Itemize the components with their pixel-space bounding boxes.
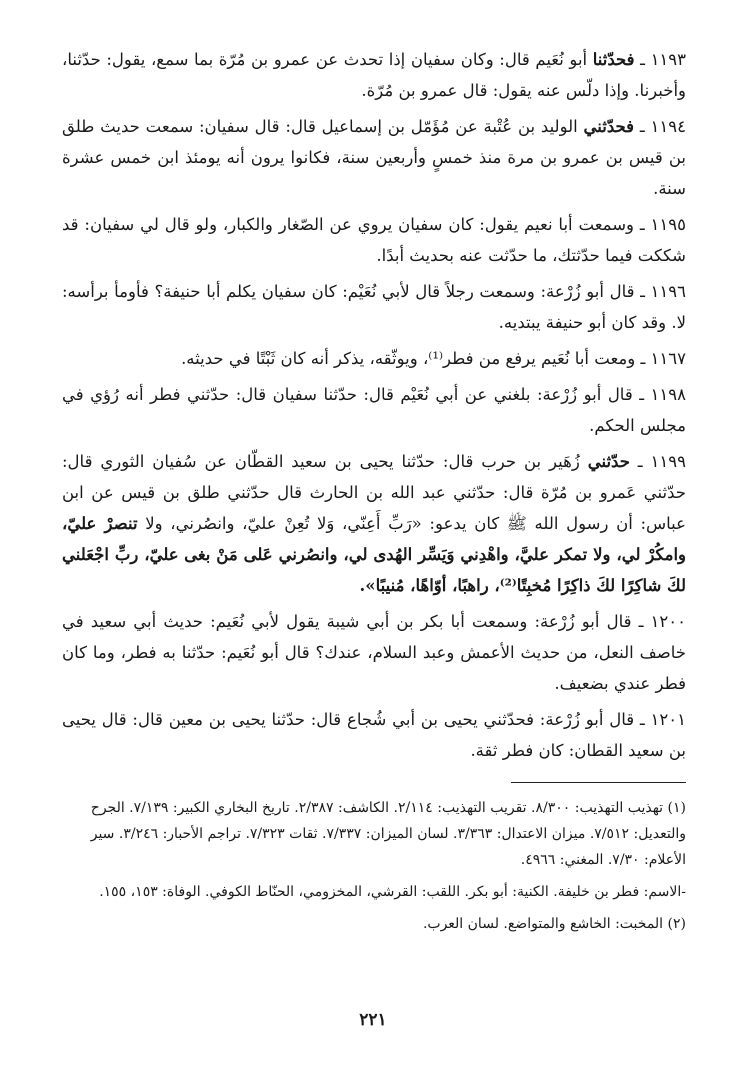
entry-number: ١١٩٤ bbox=[650, 117, 686, 136]
entry-line: خمس عشرة سنة. bbox=[62, 148, 686, 198]
entry-number: ١١٩٦ bbox=[650, 282, 686, 301]
entry-number: ١٢٠٠ bbox=[650, 612, 686, 631]
entry-1196: ١١٩٦ ـ قال أبو زُرْعة: وسمعت رجلاً قال لأبي نُعَيْم: كان سفيان يكلم أبا حنيفة؟ فأومأ برأسه: لا. وقد كان أبو حنيفة يبتديه. bbox=[62, 282, 686, 332]
entry-line: قال أبو زُرْعة: وسمعت أبا بكر بن أبي شيبة يقول لأبي نُعَيم: حديث أبي bbox=[133, 612, 632, 631]
footnote-marker: (١) bbox=[667, 800, 686, 816]
footnote-2 bbox=[62, 911, 686, 937]
entry-line: فأومأ برأسه: لا. وقد كان أبو حنيفة يبتديه. bbox=[62, 282, 686, 332]
footnote-line: ٧/١٣٩. الجرح والتعديل: ٧/٥١٢. ميزان الاعتدال: ٣/٣٦٣. لسان الميزان: ٧/٣٣٧. ثقات bbox=[90, 800, 686, 842]
entry-line: الثوري قال: حدّثني عَمرو بن مُرّة قال: حدّثني عبد الله بن الحارث قال حدّثني طلق بن قيس bbox=[62, 452, 686, 502]
entry-line: وسمعت أبا نعيم يقول: كان سفيان يروي عن الصّغار والكبار، ولو قال لي bbox=[140, 215, 634, 234]
entry-line: رُؤي في مجلس الحكم. bbox=[62, 385, 686, 435]
entry-1201: ١٢٠١ ـ قال أبو زُرْعة: فحدّثني يحيى بن أبي شُجاع قال: حدّثنا يحيى بن معين قال: قال يحيى بن سعيد القطان: كان فطر ثقة. bbox=[62, 710, 686, 760]
entry-1200: ١٢٠٠ ـ قال أبو زُرْعة: وسمعت أبا بكر بن أبي شيبة يقول لأبي نُعَيم: حديث أبي سعيد في خاصف النعل، من حديث الأعمش وعبد السلام، عندك؟ قال أبو نُعَيم: حدّثنا به فطر، وما كان فطر عندي بضعيف. bbox=[62, 612, 686, 693]
entry-1193: ١١٩٣ ـ فحدّثنا أبو نُعَيم قال: وكان سفيان إذا تحدث عن عمرو بن مُرّة بما سمع، يقول: حدّثنا، وأخبرنا. وإذا دلّس عنه يقول: قال عمرو بن مُرّة. bbox=[62, 50, 687, 100]
hadith-text: تنصرْ عليّ، وامكُرْ لي، ولا تمكر عليَّ، واهْدِني وَيَسِّر الهُدى لي، وانصُرني عَلى مَنْ بغى bbox=[62, 514, 687, 564]
footnote-1 bbox=[62, 795, 686, 873]
entry-line: يقول: حدّثنا، وأخبرنا. وإذا دلّس عنه يقول: قال عمرو بن مُرّة. bbox=[62, 50, 686, 100]
narration-keyword: فحدّثني bbox=[583, 117, 635, 136]
footnote-marker: (٢) bbox=[667, 916, 686, 932]
footnote-line: تهذيب التهذيب: ٨/٣٠٠. تقريب التهذيب: ٢/١١٤. الكاشف: ٢/٣٨٧. تاريخ البخاري الكبير: bbox=[172, 800, 664, 816]
entry-1167: ١١٦٧ ـ ومعت أبا نُعَيم يرفع من فطر⁽¹⁾، ويوثّقه، يذكر أنه كان ثَبْتًا في حديثه. bbox=[181, 349, 686, 368]
footnote-line: المخبت: الخاشع والمتواضع. لسان العرب. bbox=[422, 916, 664, 932]
entry-1194: ١١٩٤ ـ فحدّثني الوليد بن عُتْبة عن مُؤَمّل بن إسماعيل قال: قال سفيان: سمعت حديث طلق بن قيس بن عمرو بن مرة منذ خمسٍ وأربعين سنة، فكانوا يرون أنه يومئذ ابن خمس عشرة سنة. bbox=[62, 117, 686, 198]
entry-number: ١١٩٩ bbox=[650, 452, 686, 471]
entry-number: ١١٩٨ bbox=[650, 385, 686, 404]
entry-line: حديث طلق بن قيس بن عمرو بن مرة منذ خمسٍ وأربعين سنة، فكانوا يرون أنه يومئذ ابن bbox=[62, 117, 686, 167]
entry-line: زُهَير بن حرب قال: حدّثنا يحيى بن سعيد القطّان عن سُفيان bbox=[152, 452, 580, 471]
narration-keyword: فحدّثنا bbox=[592, 50, 635, 69]
footnote-separator bbox=[511, 782, 686, 783]
entry-line: فطر، وما كان فطر عندي بضعيف. bbox=[62, 643, 686, 693]
entry-line: عن ابن عباس: أن رسول الله ﷺ كان يدعو: «رَبِّ أَعِنّي، وَلا تُعِنْ عليّ، وانصُرني، ولا bbox=[62, 483, 687, 533]
narration-keyword: حدّثني bbox=[587, 452, 630, 471]
entry-1198: ١١٩٨ ـ قال أبو زُرْعة: بلغني عن أبي نُعَيْم قال: حدّثنا سفيان قال: حدّثني فطر أنه رُؤي في مجلس الحكم. bbox=[62, 385, 686, 435]
footnote-1-details bbox=[62, 879, 686, 905]
footnote-line: -الاسم: فطر بن خليفة. الكنية: أبو بكر. اللقب: القرشي، المخزومي، الحنّاط الكوفي. bbox=[205, 884, 686, 900]
entry-line: الوليد بن عُتْبة عن مُؤَمّل بن إسماعيل قال: قال سفيان: سمعت bbox=[145, 117, 578, 136]
entry-1195: ١١٩٥ ـ وسمعت أبا نعيم يقول: كان سفيان يروي عن الصّغار والكبار، ولو قال لي سفيان: قد شككت فيما حدّثتك، ما حدّثت عنه بحديث أبدًا. bbox=[62, 215, 686, 265]
entry-line: سفيان: قد شككت فيما حدّثتك، ما حدّثت عنه بحديث أبدًا. bbox=[62, 215, 686, 265]
entry-line: قال: قال يحيى بن سعيد القطان: كان فطر ثقة. bbox=[62, 710, 686, 760]
entry-line: سعيد في خاصف النعل، من حديث الأعمش وعبد السلام، عندك؟ قال أبو نُعَيم: حدّثنا به bbox=[62, 612, 686, 662]
entry-line: ومعت أبا نُعَيم يرفع من فطر⁽¹⁾، ويوثّقه، يذكر أنه كان ثَبْتًا في حديثه. bbox=[181, 349, 636, 368]
entry-number: ١١٩٥ bbox=[650, 215, 686, 234]
entry-line: أبو نُعَيم قال: وكان سفيان إذا تحدث عن عمرو بن مُرّة بما سمع، bbox=[150, 50, 588, 69]
entry-number: ١١٩٣ bbox=[650, 50, 687, 69]
page-number: ٢٢١ bbox=[359, 1010, 387, 1030]
entry-1199: ١١٩٩ ـ حدّثني زُهَير بن حرب قال: حدّثنا يحيى بن سعيد القطّان عن سُفيان الثوري قال: حدّثني عَمرو بن مُرّة قال: حدّثني عبد الله بن الحارث قال حدّثني طلق بن قيس عن ابن عباس: أن رسول الله ﷺ كان يدعو: «رَبِّ أَعِنّي، وَلا تُعِنْ عليّ، وانصُرني، ولا تنصرْ عليّ، وامكُرْ لي، ولا تمكر عليَّ، واهْدِني وَيَسِّر الهُدى لي، وانصُرني عَلى مَنْ بغى عليّ، ربِّ اجْعَلني لكَ شاكِرًا لكَ ذاكِرًا مُخبِتًا⁽²⁾، راهبًا، أوّاهًا، مُنيبًا». bbox=[62, 452, 687, 595]
hadith-text: عليّ، ربِّ اجْعَلني لكَ شاكِرًا لكَ ذاكِرًا مُخبِتًا⁽²⁾، راهبًا، أوّاهًا، مُنيبًا». bbox=[62, 545, 686, 595]
entry-line: قال أبو زُرْعة: وسمعت رجلاً قال لأبي نُعَيْم: كان سفيان يكلم أبا حنيفة؟ bbox=[154, 282, 635, 301]
entry-line: قال أبو زُرْعة: بلغني عن أبي نُعَيْم قال: حدّثنا سفيان قال: حدّثني فطر أنه bbox=[125, 385, 633, 404]
footnote-line: ٧/٣٢٣. تراجم الأحبار: ٣/٢٤٦. سير الأعلام: ٧/٣٠. المغني: ٤٩٦٦. bbox=[90, 826, 686, 868]
footnotes bbox=[62, 795, 686, 937]
footnote-line: الوفاة: ١٥٣، ١٥٥. bbox=[99, 884, 201, 900]
entry-number: ١١٦٧ bbox=[650, 349, 686, 368]
entry-number: ١٢٠١ bbox=[650, 710, 686, 729]
entry-line: قال أبو زُرْعة: فحدّثني يحيى بن أبي شُجاع قال: حدّثنا يحيى بن معين bbox=[168, 710, 635, 729]
